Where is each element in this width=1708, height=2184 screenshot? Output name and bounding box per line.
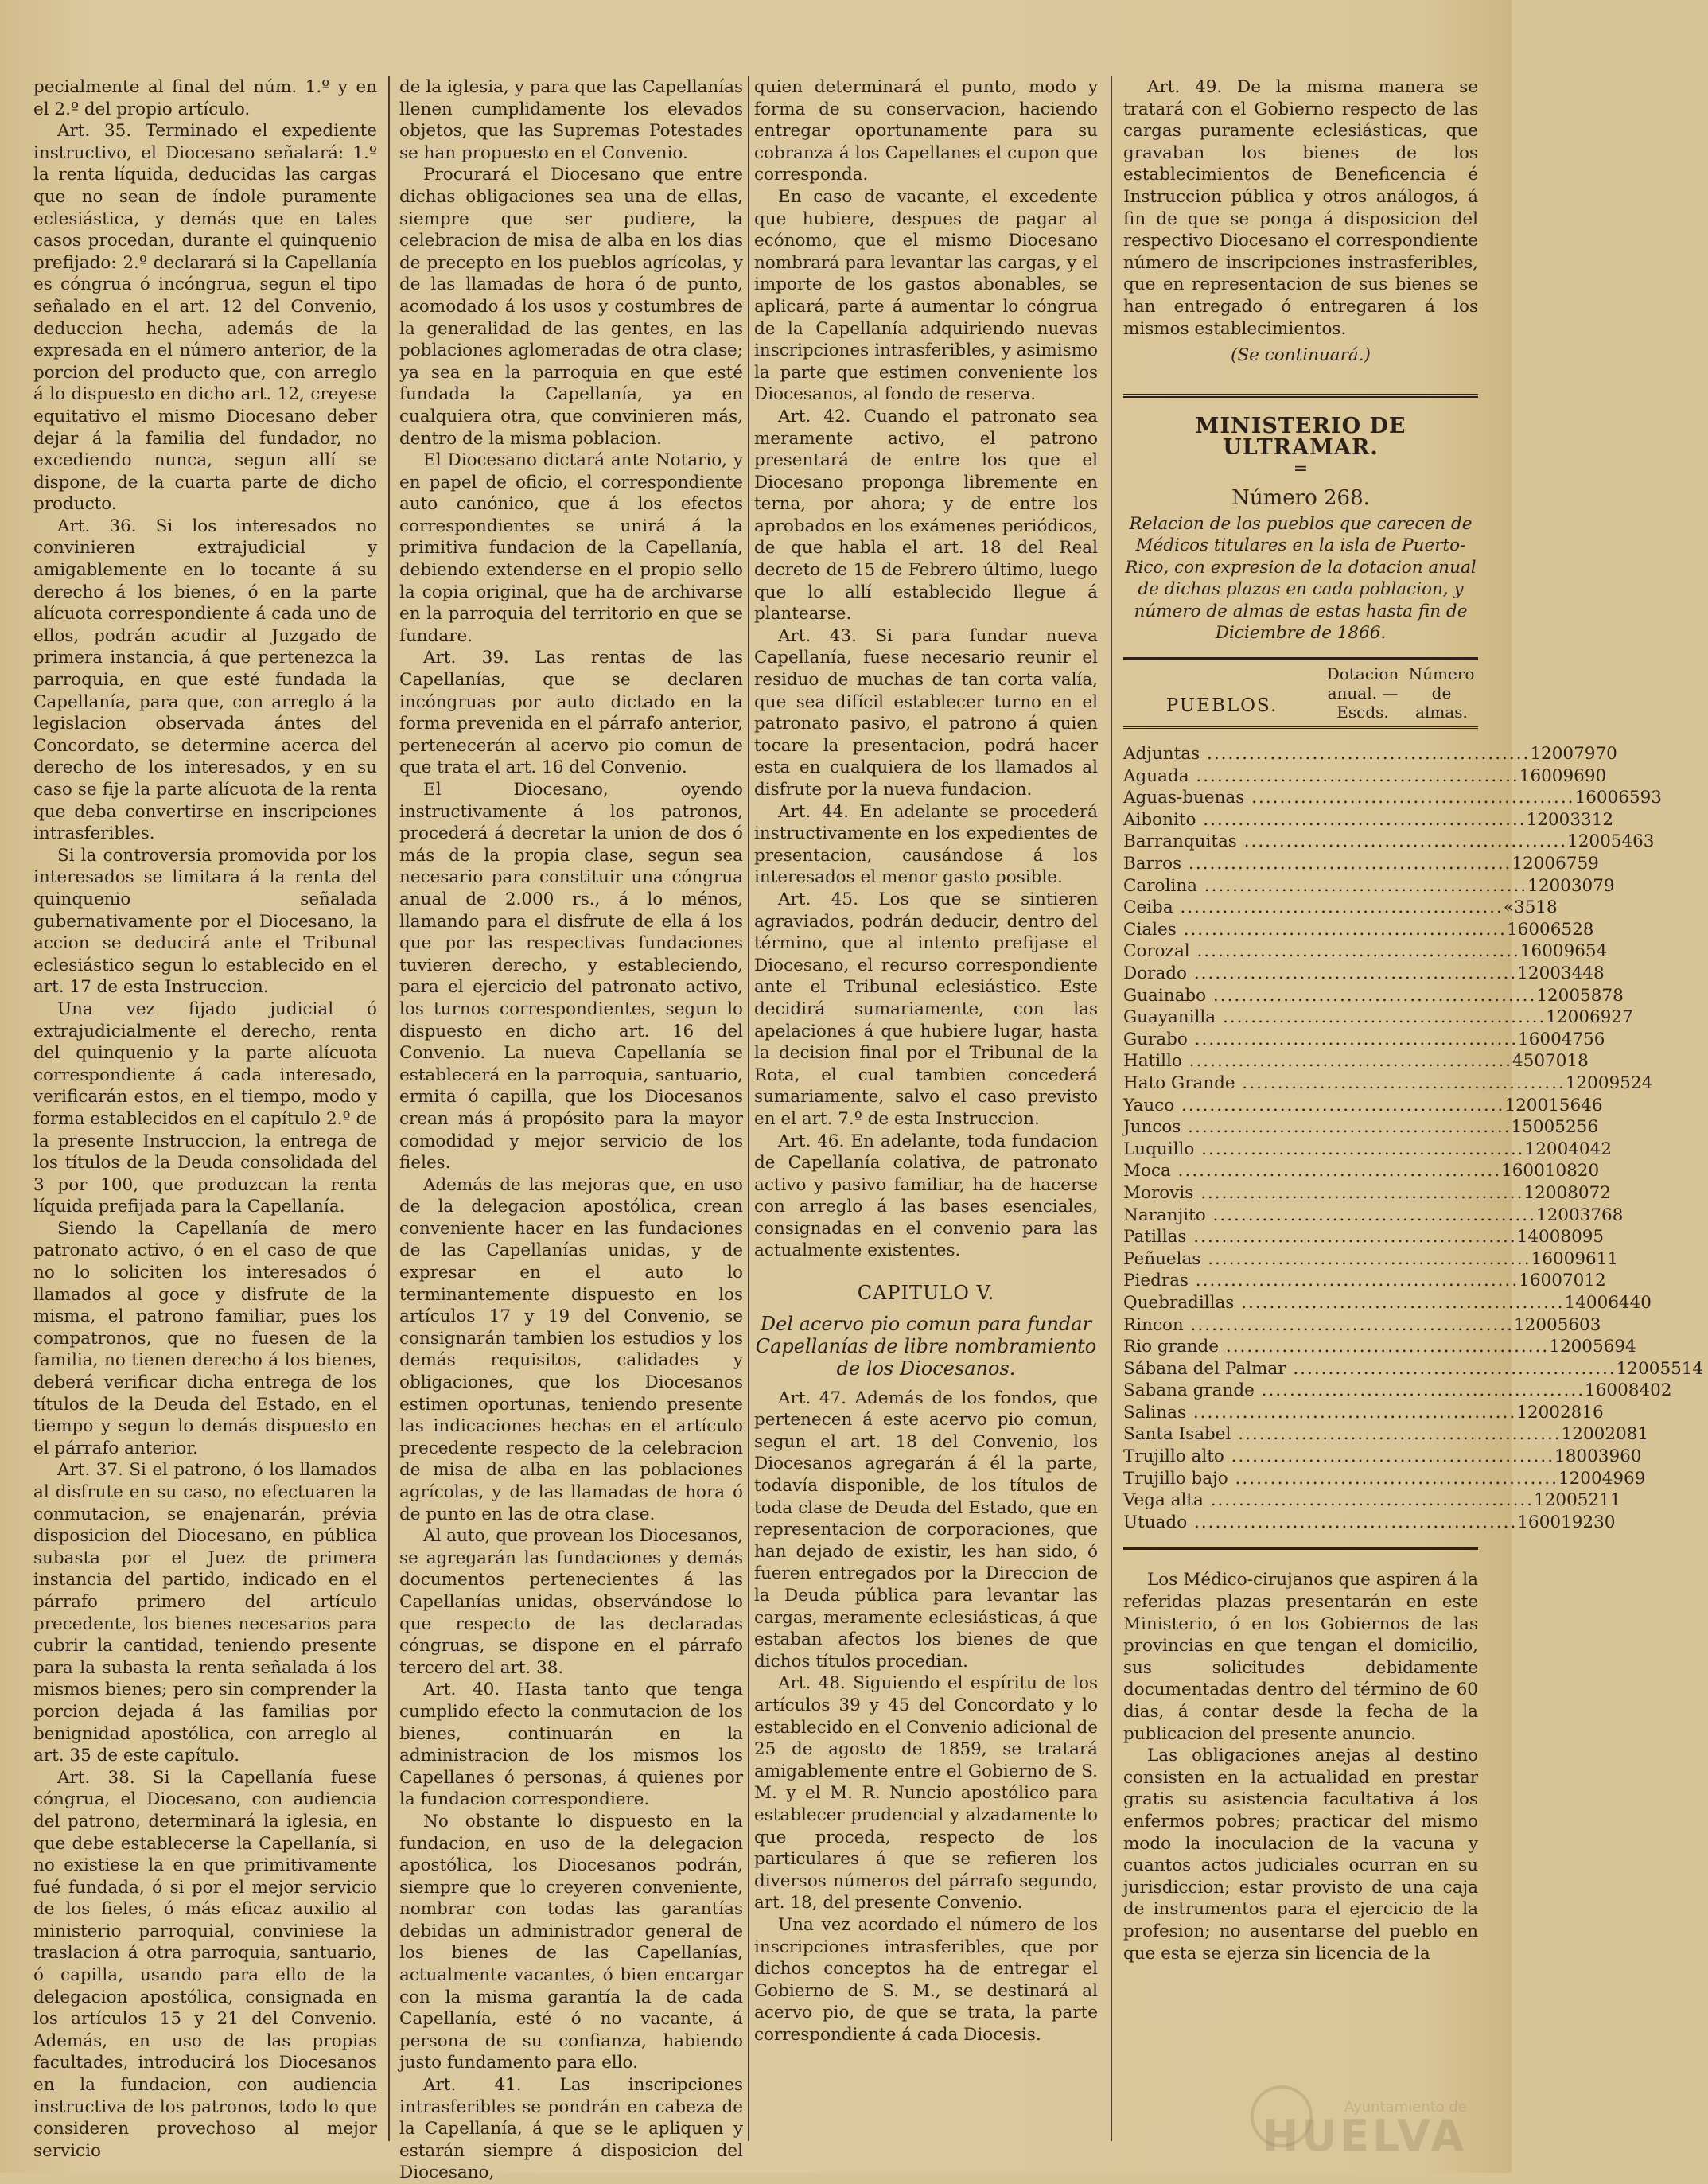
paragraph: Art. 46. En adelante, toda fundacion de Capellanía colativa, de patronato activo y pasivo familiar, ha de hacerse con arreglo á las bases esenciales, consignadas en el convenio para las actualmente existentes. [754,1131,1098,1261]
table-row [1123,1116,1598,1139]
dotacion-value: 1200 [1546,1007,1590,1028]
pueblo-name: Peñuelas ..... [1123,1248,1531,1271]
dotacion-value: 1800 [1554,1446,1598,1467]
almas-value: 6593 [1618,788,1662,808]
paragraph: Art. 38. Si la Capellanía fuese cóngrua, el Diocesano, con audiencia del patrono, determinará la iglesia, en que debe establecerse la Capellanía, si no existiese la en que primitivamente fué fundada, ó si por el mejor servicio de los fieles, ó más eficaz auxilio al ministerio parroquial, conviniese la traslacion á otra parroquia, santuario, ó capilla, usando para ello de la delegacion apostólica, consignada en los artículos 15 y 21 del Convenio. Además, en uso de las propias facultades, introducirá los Diocesanos en la fundacion, con audiencia instructiva de los patronos, todo lo que consideren provechoso al mejor servicio [33,1767,377,2161]
text-column-4 [1123,76,1704,2141]
pueblo-name: Dorado ..... [1123,963,1517,985]
chapter-subtitle: Del acervo pio comun para fundar Capellanías de libre nombramiento de los Diocesanos. [755,1312,1097,1380]
pueblo-name: Patillas ..... [1123,1226,1517,1248]
almas-value: 10820 [1544,1161,1600,1182]
heading-ornament: = [1293,458,1309,479]
pueblo-name: Sábana del Palmar ..... [1123,1358,1617,1380]
paragraph: Art. 49. De la misma manera se tratará con el Gobierno respecto de las cargas puramente eclesiásticas, que gravaban los bienes de los establecimientos de Beneficencia é Instruccion pública y otros análogos, á fin de que se ponga á disposicion del respectivo Diocesano el correspondiente número de inscripciones instrasferibles, que en representacion de sus bienes se han entregado ó entregaren á los mismos establecimientos. [1123,77,1478,339]
pueblo-name: Corozal ..... [1123,940,1520,963]
table-row [1123,919,1594,941]
table-row [1123,940,1608,963]
pueblo-name: Morovis ..... [1123,1182,1523,1205]
almas-value: 6528 [1550,919,1594,940]
archive-watermark [1263,2099,1467,2161]
table-row [1123,809,1614,831]
dotacion-value: 1200 [1517,964,1561,983]
column-divider [388,76,390,2141]
pueblo-name: Hatillo ..... [1123,1050,1512,1073]
dotacion-value: 1200 [1536,985,1581,1006]
paragraph: Una vez fijado judicial ó extrajudicialmente el derecho, renta del quinquenio y la parte alícuota correspondiente á cada interesado, verificarán estos, en el tiempo, modo y forma establecidos en el capítulo 2.º de la presente Instruccion, la entrega de los títulos de la Deuda consolidada del 3 por 100, que produzcan la renta líquida prefijada para la Capellanía. [33,999,377,1217]
almas-value: 7970 [1574,744,1617,765]
pueblo-name: Santa Isabel ..... [1123,1423,1562,1446]
paragraph: Una vez acordado el número de los inscripciones intrasferibles, que por dichos conceptos ha de entregar el Gobierno de S. M., se destinará al acervo pio, de que se trata, la parte correspondiente á cada Diocesis. [754,1914,1098,2045]
section-heading: MINISTERIO DE ULTRAMAR. [1195,413,1406,461]
paragraph: pecialmente al final del núm. 1.º y en el 2.º del propio artículo. [33,77,377,119]
paragraph: El Diocesano dictará ante Notario, y en papel de oficio, el correspondiente auto canónico, que á los efectos correspondientes se unirá á la primitiva fundacion de la Capellanía, debiendo extenderse en el propio sello la copia original, que ha de archivarse en la parroquia del territorio en que se fundare. [399,450,743,646]
paragraph: Art. 43. Si para fundar nueva Capellanía, fuese necesario reunir el residuo de muchas de tan corta valía, que sea difícil establecer turno en el patronato pasivo, el patrono á quien tocare la presentacion, podrá hacer esta en cualquiera de los llamados al disfrute por la nueva fundacion. [754,625,1098,800]
pueblo-name: Aguada ..... [1123,765,1519,788]
pueblo-name: Aguas-buenas ..... [1123,787,1575,809]
table-row [1123,1205,1624,1227]
paragraph: de la iglesia, y para que las Capellanías llenen cumplidamente los elevados objetos, que las Supremas Potestades se han propuesto en el Convenio. [399,77,743,163]
table-row [1123,1182,1611,1205]
dotacion-value: 1200 [1558,1468,1602,1489]
pueblo-name: Ciales ..... [1123,919,1507,941]
pueblo-name: Naranjito ..... [1123,1205,1536,1227]
dotacion-value: 1200 [1534,1490,1578,1511]
paragraph: Art. 40. Hasta tanto que tenga cumplido efecto la conmutacion de los bienes, continuarán en la administracion de los mismos los Capellanes ó personas, á quienes por la fundacion correspondiere. [399,1680,743,1810]
dotacion-value: 1200 [1512,854,1556,874]
table-row [1123,1029,1605,1051]
dotacion-value: 1600 [1574,788,1619,808]
table-row [1123,1358,1704,1380]
table-row [1123,1380,1672,1402]
almas-value: 4042 [1568,1139,1612,1159]
table-row [1123,1423,1649,1446]
almas-value: 3960 [1597,1446,1642,1467]
table-row [1123,765,1607,788]
paragraph: Art. 41. Las inscripciones intrasferibles se pondrán en cabeza de la Capellanía, á que se le apliquen y estarán siempre á disposicion del Diocesano, [399,2075,743,2183]
dotacion-value: 1600 [1518,1029,1562,1049]
column-divider [748,76,749,2141]
table-header [1123,664,1478,729]
almas-value: 4969 [1601,1468,1646,1489]
watermark-line: Ayuntamiento de [1344,2099,1467,2116]
pueblo-name: Rio grande ..... [1123,1336,1549,1358]
pueblo-name: Juncos ..... [1123,1116,1512,1139]
dotacion-value: 1600 [1517,1512,1562,1532]
table-row [1123,787,1662,809]
pueblo-name: Aibonito ..... [1123,809,1527,831]
almas-value: 6927 [1589,1007,1633,1028]
column-header-numero: Número de almas. [1408,664,1475,722]
dotacion-value: 1200 [1513,1314,1558,1335]
dotacion-value: 1400 [1564,1292,1609,1313]
pueblo-name: Hato Grande ..... [1123,1073,1566,1095]
paragraph: Procurará el Diocesano que entre dichas obligaciones sea una de ellas, siempre que ser pudiere, la celebracion de misa de alba en los dias de precepto en los pueblos agrícolas, y de las llamadas de hora ó de punto, acomodado á los usos y costumbres de la generalidad de las gentes, en las poblaciones aglomeradas de otra clase; ya sea en la parroquia en que esté fundada la Capellanía, ya en cualquiera otra, que convinieren más, dentro de la misma poblacion. [399,165,743,449]
table-row [1123,1512,1616,1534]
table-row [1123,1006,1633,1029]
dotacion-value: 1600 [1531,1248,1575,1269]
almas-value: 5603 [1557,1314,1601,1335]
pueblo-name: Ceiba ..... [1123,897,1504,919]
pueblo-name: Quebradillas ..... [1123,1292,1565,1314]
pueblo-name: Gurabo ..... [1123,1029,1518,1051]
almas-value: 5256 [1554,1117,1598,1138]
dotacion-value: 1200 [1535,1205,1580,1225]
dotacion-value: 1200 [1549,1337,1593,1357]
almas-value: 3312 [1570,809,1614,830]
dotacion-value: 1200 [1524,1139,1569,1159]
table-row [1123,1292,1652,1314]
paragraph: El Diocesano, oyendo instructivamente á los patronos, procederá á decretar la union de dos ó más de la propia clase, segun sea necesario para constituir una cóngrua anual de 2.000 rs., á lo ménos, llamando para el disfrute de ella á los que por las respectivas fundaciones tuvieren derecho, y estableciendo, para el ejercicio del patronato activo, los turnos correspondientes, segun lo dispuesto en dicho art. 16 del Convenio. La nueva Capellanía se establecerá en la parroquia, santuario, ermita ó capilla, que los Diocesanos crean más á propósito para la mayor comodidad y mejor servicio de los fieles. [399,780,743,1174]
pueblo-name: Sabana grande ..... [1123,1380,1585,1402]
dotacion-value: « [1503,897,1515,918]
table-row [1123,985,1624,1007]
dotacion-value: 1200 [1523,1182,1568,1203]
paragraph: No obstante lo dispuesto en la fundacion, en uso de la delegacion apostólica, los Diocesanos podrán, siempre que lo creyeren conveniente, nombrar con todas las garantías debidas un administrador general de los bienes de las Capellanías, actualmente vacantes, ó bien encargar con la misma garantía la de cada Capellanía, esté ó no vacante, á persona de su confianza, habiendo justo fundamento para ello. [399,1811,743,2073]
table-row [1123,1095,1603,1117]
dotacion-value: 1600 [1519,1271,1562,1291]
continued-note: (Se continuará.) [1231,345,1371,366]
watermark-logo: HUELVA [1263,2111,1467,2161]
dotacion-value: 1200 [1616,1358,1660,1379]
paragraph: Art. 48. Siguiendo el espíritu de los artículos 39 y 45 del Concordato y lo establecido en el Convenio adicional de 25 de agosto de 1859, se tratará amigablemente entre el Gobierno de S. M. y el M. R. Nuncio apostólico para establecer prudencial y alzadamente lo que proceda, respecto de los particulares á que se refieren los diversos números del párrafo segundo, art. 18, del presente Convenio. [754,1673,1098,1913]
dotacion-value: 1600 [1519,765,1563,786]
table-body [1123,743,1704,1533]
pueblo-name: Guainabo ..... [1123,985,1536,1007]
paragraph: Art. 39. Las rentas de las Capellanías, que se declaren incóngruas por auto dictado en la forma prevenida en el párrafo anterior, pertenecerán al acervo pio comun de que trata el art. 16 del Convenio. [399,648,743,778]
almas-value: 9690 [1562,765,1607,786]
almas-value: 5694 [1592,1337,1636,1357]
table-row [1123,897,1558,919]
pueblo-name: Luquillo ..... [1123,1139,1525,1161]
table-row [1123,1073,1653,1095]
almas-value: 7018 [1545,1051,1589,1072]
pueblo-name: Adjuntas ..... [1123,743,1530,765]
table-row [1123,1314,1601,1337]
section-divider [1123,394,1478,398]
pueblo-name: Barranquitas ..... [1123,831,1567,853]
almas-value: 5878 [1580,985,1624,1006]
almas-value: 7012 [1562,1271,1606,1291]
table-row [1123,1160,1600,1182]
almas-value: 5211 [1577,1490,1621,1511]
dotacion-value: 1400 [1516,1227,1561,1248]
paragraph: Además de las mejoras que, en uso de la delegacion apostólica, crean conveniente hacer en las fundaciones de las Capellanías unidas, y de expresar en el auto lo terminantemente dispuesto en los artículos 17 y 19 del Convenio, se consignarán tambien los estudios y los demás requisitos, calidades y obligaciones, que los Diocesanos estimen oportunas, teniendo presente las indicaciones hechas en el artículo precedente respecto de la celebracion de misa de alba en las poblaciones agrícolas, y de las llamadas de hora ó de punto en las de otra clase. [399,1174,743,1524]
table-row [1123,1489,1621,1512]
paragraph: quien determinará el punto, modo y forma de su conservacion, haciendo entregar oportunamente para su cobranza á los Capellanes el cupon que corresponda. [754,77,1098,185]
paragraph: Art. 44. En adelante se procederá instructivamente en los expedientes de presentacion, causándose á los interesados el menor gasto posible. [754,801,1098,888]
paragraph: Art. 35. Terminado el expediente instructivo, el Diocesano señalará: 1.º la renta líquida, deducidas las cargas que no sean de índole puramente eclesiástica, y demás que en tales casos procedan, durante el quinquenio prefijado: 2.º declarará si la Capellanía es cóngrua ó incóngrua, segun el tipo señalado en el art. 12 del Convenio, deduccion hecha, además de la expresada en el número anterior, de la porcion del producto que, con arreglo á lo dispuesto en dicho art. 12, creyese equitativo el mismo Diocesano deber dejar á la familia del fundador, no excediendo nunca, segun allí se dispone, de la cuarta parte de dicho producto. [33,121,377,515]
almas-value: 5514 [1659,1358,1704,1379]
dotacion-value: 1200 [1567,831,1611,852]
almas-value: 5463 [1610,831,1655,852]
almas-value: 3448 [1560,964,1605,983]
table-row [1123,743,1617,765]
dotacion-value: 1200 [1561,1424,1605,1445]
almas-value: 2081 [1605,1424,1649,1445]
table-row [1123,1402,1604,1424]
dotacion-value: 1600 [1501,1161,1545,1182]
almas-value: 6759 [1555,854,1599,874]
paragraph: Art. 42. Cuando el patronato sea meramente activo, el patrono presentará de entre los que el Diocesano proponga libremente en terna, por ahora; y de entre los aprobados en los exámenes periódicos, de que habla el art. 18 del Real decreto de 15 de Febrero último, luego que lo allí establecido llegue á plantearse. [754,406,1098,625]
almas-value: 3079 [1570,875,1615,896]
almas-value: 19230 [1561,1512,1616,1532]
table-caption: Relacion de los pueblos que carecen de Médicos titulares en la isla de Puerto-Rico, con expresion de la dotacion anual de dichas plazas en cada poblacion, y número de almas de estas hasta fin de Diciembre de 1866. [1125,513,1477,644]
dotacion-value: 1200 [1530,744,1574,765]
pueblo-name: Moca ..... [1123,1160,1501,1182]
dotacion-value: 450 [1512,1051,1546,1072]
paragraph: Art. 45. Los que se sintieren agraviados, podrán deducir, dentro del término, que al intento prefijase el Diocesano, el recurso correspondiente ante el Tribunal eclesiástico. Este decidirá sumariamente, con las apelaciones á que hubiere lugar, hasta la decision final por el Tribunal de la Rota, el cual tambien concederá sumariamente, salvo el caso previsto en el art. 7.º de esta Instruccion. [754,889,1098,1129]
dotacion-value: 1600 [1585,1380,1628,1401]
paragraph: Los Médico-cirujanos que aspiren á la referidas plazas presentarán en este Ministerio, ó en los Gobiernos de las provincias en que tengan el domicilio, sus solicitudes debidamente documentadas dentro del término de 60 dias, á contar desde la fecha de la publicacion del presente anuncio. [1123,1570,1478,1744]
almas-value: 9611 [1574,1248,1619,1269]
dotacion-value: 1200 [1526,809,1570,830]
table-row [1123,1446,1642,1468]
almas-value: 8095 [1560,1227,1605,1248]
dotacion-value: 1200 [1516,1402,1560,1423]
pueblo-name: Trujillo alto ..... [1123,1446,1554,1468]
dotacion-value: 1200 [1527,875,1571,896]
text-column-1 [33,76,377,2161]
pueblo-name: Utuado ..... [1123,1512,1517,1534]
column-header-dotacion: Dotacion anual. — Escds. [1326,664,1399,722]
paragraph: Al auto, que provean los Diocesanos, se agregarán las fundaciones y demás documentos pertenecientes á las Capellanías unidas, observándose lo que respecto de las declaradas cóngruas, se dispone en el párrafo tercero del art. 38. [399,1526,743,1678]
pueblo-name: Barros ..... [1123,853,1512,875]
table-row [1123,1050,1589,1073]
table-row [1123,831,1655,853]
column-header-pueblos: PUEBLOS. [1165,695,1278,717]
almas-value: 3518 [1514,897,1558,918]
almas-value: 8072 [1567,1182,1611,1203]
table-row [1123,853,1599,875]
dotacion-value: 1500 [1511,1117,1555,1138]
table-row [1123,875,1615,897]
dotacion-value: 1200 [1504,1095,1549,1115]
document-number: Número 268. [1231,485,1370,510]
almas-value: 9524 [1609,1073,1653,1093]
dotacion-value: 1600 [1519,941,1564,962]
table-row [1123,1226,1605,1248]
paragraph: Las obligaciones anejas al destino consisten en la actualidad en prestar gratis su asistencia facultativa á los enfermos pobres; practicar del mismo modo la inoculacion de la vacuna y cuantos actos judiciales ocurran en su jurisdiccion; estar provisto de una caja de instrumentos para el ejercicio de la profesion; no ausentarse del pueblo en que esta se ejerza sin licencia de la [1123,1746,1478,1964]
almas-value: 6440 [1608,1292,1652,1313]
table-row [1123,963,1605,985]
almas-value: 9654 [1563,941,1608,962]
pueblo-name: Rincon ..... [1123,1314,1514,1337]
chapter-title: CAPITULO V. [857,1282,995,1305]
table-bottom-rule [1123,1547,1478,1550]
paragraph: En caso de vacante, el excedente que hubiere, despues de pagar al ecónomo, que el mismo Diocesano nombrará para levantar las cargas, y el importe de los gastos abonables, se aplicará, parte á aumentar lo cóngrua de la Capellanía adquiriendo nuevas inscripciones intrasferibles, y asimismo la parte que estimen conveniente los Diocesanos, al fondo de reserva. [754,186,1098,405]
almas-value: 3768 [1579,1205,1624,1225]
almas-value: 2816 [1559,1402,1604,1423]
pueblo-name: Trujillo bajo ..... [1123,1468,1558,1490]
paragraph: Art. 36. Si los interesados no convinieren extrajudicial y amigablemente en lo tocante á su derecho á los bienes, ó en la parte alícuota correspondiente á cada uno de ellos, podrán acudir al Juzgado de primera instancia, á que pertenezca la parroquia, en que esté fundada la Capellanía, para que, con arreglo á la legislacion observada ántes del Concordato, se determine acerca del derecho de los interesados, y en su caso se fije la parte alícuota de la renta que deba convertirse en inscripciones intrasferibles. [33,516,377,844]
almas-value: 15646 [1548,1095,1603,1115]
pueblo-name: Guayanilla ..... [1123,1006,1546,1029]
table-top-rule [1123,657,1478,660]
pueblo-name: Vega alta ..... [1123,1489,1534,1512]
table-row [1123,1139,1612,1161]
dotacion-value: 1200 [1565,1073,1609,1093]
table-row [1123,1270,1606,1292]
almas-value: 8402 [1628,1380,1672,1401]
paragraph: Art. 47. Además de los fondos, que pertenecen á este acervo pio comun, segun el art. 18 del Convenio, los Diocesanos agregarán á él la parte, todavía disponible, de los títulos de toda clase de Deuda del Estado, que en representacion de corporaciones, que han dejado de existir, les han sido, ó fueren entregados por la Direccion de la Deuda pública para levantar las cargas, meramente eclesiásticas, á que estaban afectos los bienes de que dichos títulos procedian. [754,1388,1098,1672]
dotacion-value: 1600 [1507,919,1550,940]
text-column-2 [399,76,743,2183]
almas-value: 4756 [1561,1029,1605,1049]
table-row [1123,1468,1646,1490]
column-divider [1111,76,1112,2141]
table-row [1123,1248,1619,1271]
pueblo-name: Yauco ..... [1123,1095,1504,1117]
paragraph: Art. 37. Si el patrono, ó los llamados al disfrute en su caso, no efectuaren la conmutacion, se enajenarán, prévia disposicion del Diocesano, en pública subasta por el Juez de primera instancia del partido, indicado en el párrafo primero del artículo precedente, los bienes necesarios para cubrir la cantidad, teniendo presente para la subasta la renta señalada á los mismos bienes; pero sin comprender la porcion dejada á las familias por benignidad apostólica, con arreglo al art. 35 de este capítulo. [33,1460,377,1766]
table-row [1123,1336,1636,1358]
pueblo-name: Piedras ..... [1123,1270,1519,1292]
paragraph: Siendo la Capellanía de mero patronato activo, ó en el caso de que no lo soliciten los interesados ó llamados al goce y disfrute de la misma, el patrono familiar, pues los compatronos, que no fuesen de la familia, no tienen derecho á los bienes, deberá verificar dicha entrega de los títulos de la Deuda del Estado, en el tiempo y segun lo demás dispuesto en el párrafo anterior. [33,1218,377,1458]
text-column-3 [754,76,1098,2141]
pueblo-name: Carolina ..... [1123,875,1527,897]
paragraph: Si la controversia promovida por los interesados se limitara á la renta del quinquenio señalada gubernativamente por el Diocesano, la accion se deducirá ante el Tribunal eclesiástico segun lo establecido en el art. 17 de esta Instruccion. [33,845,377,998]
pueblo-name: Salinas ..... [1123,1402,1516,1424]
